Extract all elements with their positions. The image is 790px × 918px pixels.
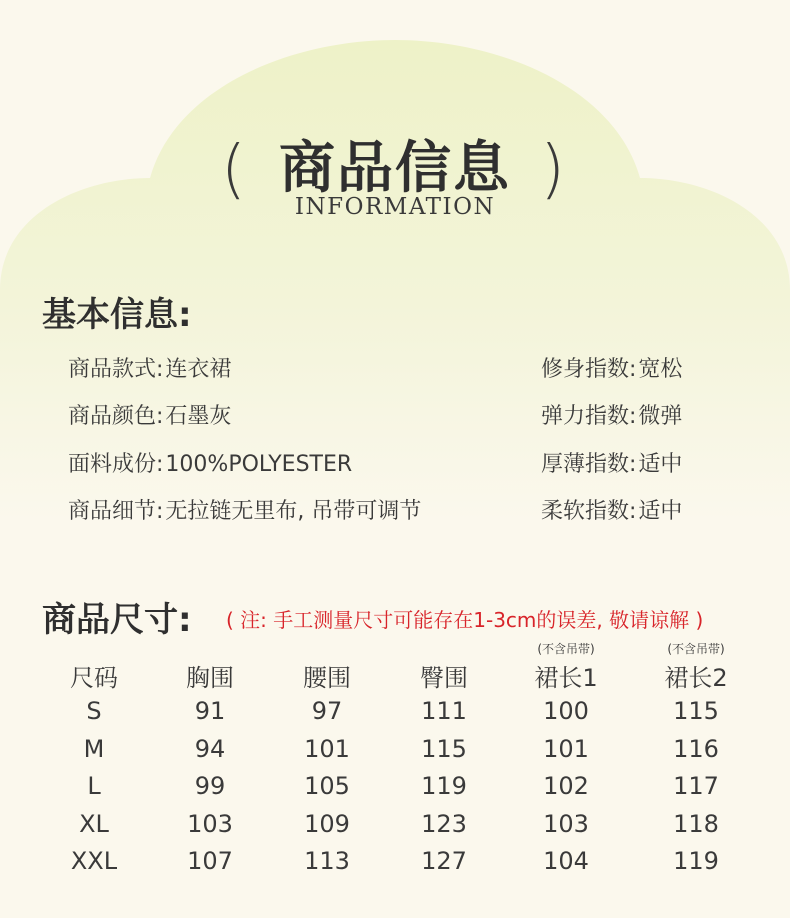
info-item-color <box>68 399 231 430</box>
size-header-note: (不含吊带) <box>537 642 595 656</box>
title-paren-left: ( <box>221 133 246 207</box>
size-cell: 109 <box>304 810 350 838</box>
info-label: 面料成份: <box>68 452 164 477</box>
size-cell: 103 <box>543 810 589 838</box>
info-item-softness <box>541 494 682 525</box>
size-cell: 118 <box>673 810 719 838</box>
size-heading: 商品尺寸: <box>42 600 192 640</box>
info-value: 100%POLYESTER <box>165 452 353 477</box>
size-header: 尺码 <box>70 664 118 692</box>
title-block <box>0 110 790 230</box>
info-label: 弹力指数: <box>541 404 637 429</box>
size-cell: 102 <box>543 772 589 800</box>
info-value: 适中 <box>638 499 683 524</box>
info-label: 厚薄指数: <box>541 452 637 477</box>
size-header: 腰围 <box>303 664 351 692</box>
size-cell: 111 <box>421 697 467 725</box>
size-cell: L <box>87 772 101 800</box>
size-cell: 91 <box>194 697 226 725</box>
page-subtitle: INFORMATION <box>294 194 496 220</box>
size-cell: 116 <box>673 735 719 763</box>
info-item-fit <box>541 352 682 383</box>
info-item-elasticity <box>541 399 682 430</box>
info-label: 柔软指数: <box>541 499 637 524</box>
info-item-thickness <box>541 447 682 478</box>
size-cell: 107 <box>187 847 233 875</box>
info-label: 修身指数: <box>541 357 637 382</box>
size-cell: 123 <box>421 810 467 838</box>
size-cell: 115 <box>673 697 719 725</box>
size-cell: 97 <box>311 697 343 725</box>
info-value: 无拉链无里布, 吊带可调节 <box>165 499 422 524</box>
size-header: 裙长1 <box>534 664 598 692</box>
size-cell: 103 <box>187 810 233 838</box>
size-header-note: (不含吊带) <box>667 642 725 656</box>
size-cell: XL <box>79 810 109 838</box>
size-cell: 117 <box>673 772 719 800</box>
info-value: 石墨灰 <box>165 404 232 429</box>
size-cell: 104 <box>543 847 589 875</box>
info-value: 适中 <box>638 452 683 477</box>
size-cell: S <box>86 697 102 725</box>
size-cell: 105 <box>304 772 350 800</box>
basic-info-heading: 基本信息: <box>42 295 192 335</box>
size-cell: 127 <box>421 847 467 875</box>
title-paren-right: ) <box>540 133 565 207</box>
size-header: 裙长2 <box>664 664 728 692</box>
info-value: 微弹 <box>638 404 683 429</box>
size-cell: 119 <box>673 847 719 875</box>
size-cell: 94 <box>194 735 226 763</box>
info-label: 商品款式: <box>68 357 164 382</box>
size-header: 臀围 <box>420 664 468 692</box>
size-cell: M <box>83 735 105 763</box>
info-label: 商品颜色: <box>68 404 164 429</box>
page-title: 商品信息 <box>279 136 511 201</box>
info-value: 连衣裙 <box>165 357 232 382</box>
size-header: 胸围 <box>186 664 234 692</box>
info-item-fabric <box>68 447 352 478</box>
size-cell: 115 <box>421 735 467 763</box>
size-cell: XXL <box>70 847 118 875</box>
size-note: ( 注: 手工测量尺寸可能存在1-3cm的误差, 敬请谅解 ) <box>226 608 704 632</box>
size-cell: 100 <box>543 697 589 725</box>
size-cell: 101 <box>543 735 589 763</box>
info-value: 宽松 <box>638 357 683 382</box>
info-label: 商品细节: <box>68 499 164 524</box>
size-cell: 99 <box>194 772 226 800</box>
size-cell: 119 <box>421 772 467 800</box>
info-item-style <box>68 352 231 383</box>
info-item-details <box>68 494 421 525</box>
size-cell: 101 <box>304 735 350 763</box>
size-cell: 113 <box>304 847 350 875</box>
